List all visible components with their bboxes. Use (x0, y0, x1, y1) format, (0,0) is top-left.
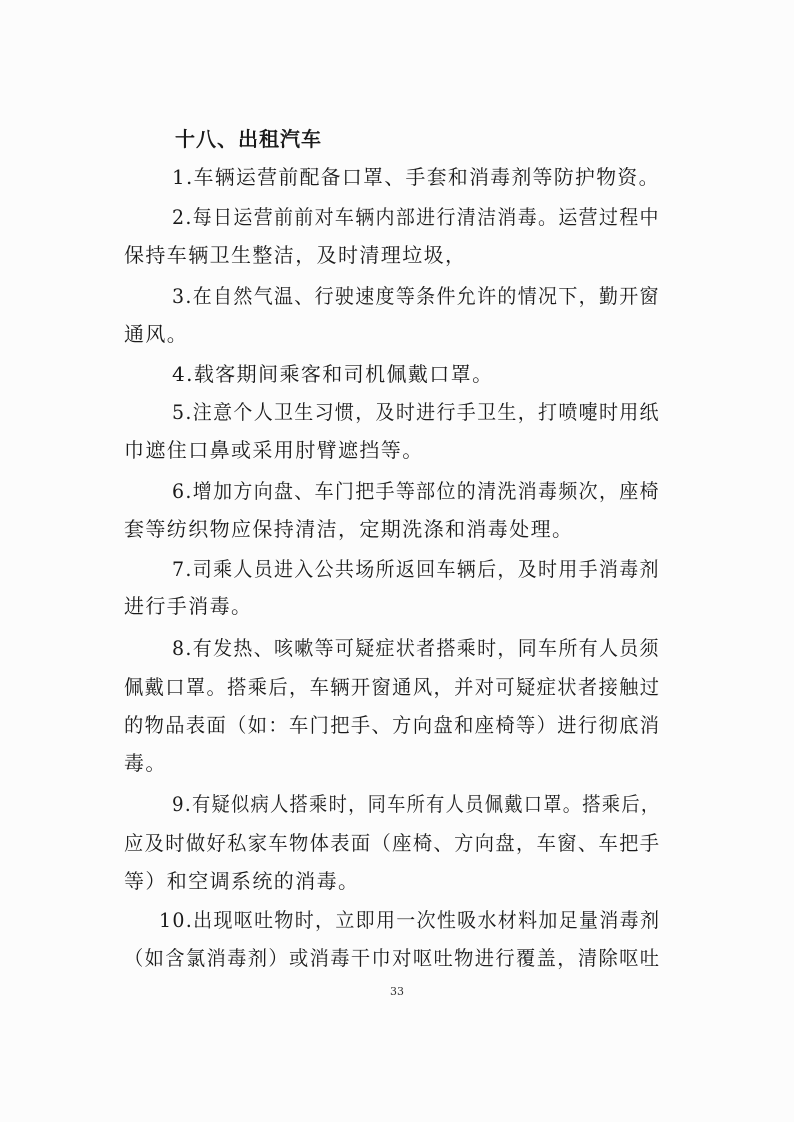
paragraph-line: （如含氯消毒剂）或消毒干巾对呕吐物进行覆盖，清除呕吐 (124, 946, 661, 970)
paragraph-line: 应及时做好私家车物体表面（座椅、方向盘，车窗、车把手 (124, 831, 661, 855)
paragraph-line: 4.载客期间乘客和司机佩戴口罩。 (172, 362, 494, 386)
paragraph-line: 佩戴口罩。搭乘后，车辆开窗通风，并对可疑症状者接触过 (124, 675, 661, 699)
paragraph-line: 等）和空调系统的消毒。 (124, 869, 360, 893)
paragraph-line: 毒。 (124, 751, 167, 775)
paragraph-line: 5.注意个人卫生习惯，及时进行手卫生，打喷嚏时用纸 (172, 400, 660, 424)
paragraph-line: 进行手消毒。 (124, 594, 253, 618)
paragraph-line: 保持车辆卫生整洁，及时清理垃圾， (124, 243, 467, 267)
paragraph-line: 9.有疑似病人搭乘时，同车所有人员佩戴口罩。搭乘后， (172, 792, 661, 816)
paragraph-line: 3.在自然气温、行驶速度等条件允许的情况下，勤开窗 (172, 284, 660, 308)
paragraph-line: 套等纺织物应保持清洁，定期洗涤和消毒处理。 (124, 517, 574, 541)
paragraph-line: 6.增加方向盘、车门把手等部位的清洗消毒频次，座椅 (172, 479, 660, 503)
paragraph-line: 的物品表面（如：车门把手、方向盘和座椅等）进行彻底消 (124, 713, 661, 737)
paragraph-line: 7.司乘人员进入公共场所返回车辆后，及时用手消毒剂 (172, 557, 660, 581)
paragraph-line: 2.每日运营前前对车辆内部进行清洁消毒。运营过程中 (172, 205, 660, 229)
paragraph-line: 通风。 (124, 322, 189, 346)
paragraph-line: 10.出现呕吐物时，立即用一次性吸水材料加足量消毒剂 (159, 908, 661, 932)
section-heading: 十八、出租汽车 (175, 127, 322, 151)
paragraph-line: 8.有发热、咳嗽等可疑症状者搭乘时，同车所有人员须 (172, 636, 660, 660)
paragraph-line: 1.车辆运营前配备口罩、手套和消毒剂等防护物资。 (172, 165, 660, 189)
paragraph-line: 巾遮住口鼻或采用肘臂遮挡等。 (124, 438, 424, 462)
page-number: 33 (390, 985, 404, 998)
